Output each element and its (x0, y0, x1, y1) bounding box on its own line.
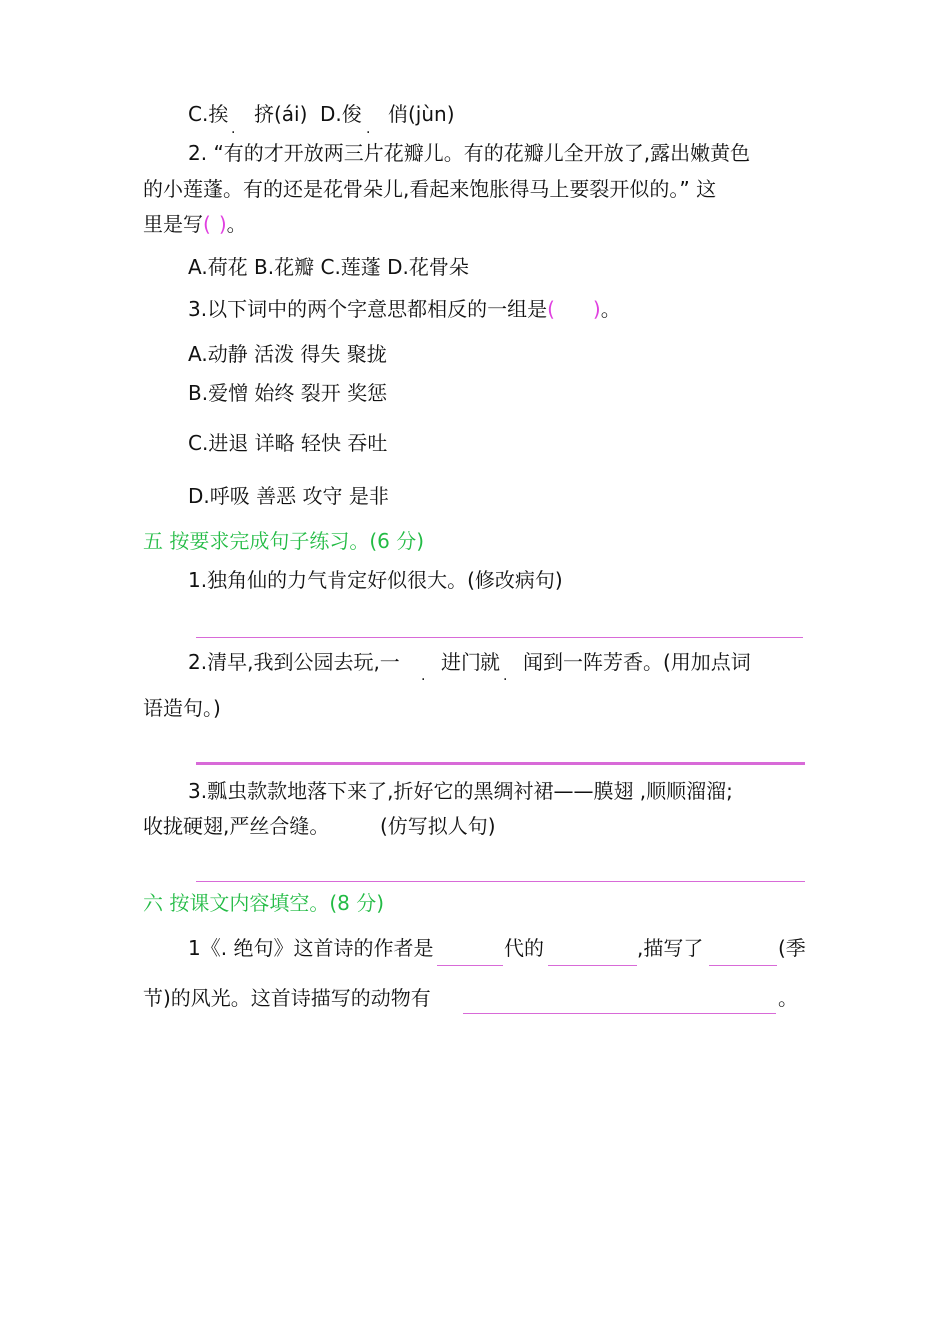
s5-q2-part3: 就 (480, 650, 500, 674)
s5-q2-part2: 进门 (441, 650, 481, 674)
answer-paren-open: ( (547, 297, 555, 321)
option-d-label: D.俊 (320, 102, 362, 126)
section5-heading: 五 按要求完成句子练习。(6 分) (143, 529, 425, 553)
s5-q2-part4: 闻到一阵芳香。(用加点词 (523, 650, 751, 674)
option-d-pinyin: 俏(jùn) (388, 102, 455, 126)
emphasis-dot: · (421, 672, 426, 688)
s5-q3-line1: 3.瓢虫款款地落下来了,折好它的黑绸衬裙——膜翅 ,顺顺溜溜; (188, 779, 733, 803)
q2-line3 (143, 210, 247, 238)
answer-line[interactable] (196, 881, 805, 882)
s5-q3-line2a: 收拢硬翅,严丝合缝。 (143, 814, 330, 838)
s6-q1-c: ,描写了 (637, 936, 704, 960)
q3-option-d: D.呼吸 善恶 攻守 是非 (188, 484, 389, 508)
s6-q1-b: 代的 (504, 936, 544, 960)
s5-q2-line2: 语造句。) (143, 696, 221, 720)
s6-q1-a: 1《. 绝句》这首诗的作者是 (188, 936, 434, 960)
q3-stem-text: 3.以下词中的两个字意思都相反的一组是 (188, 297, 548, 321)
s6-q1-end: 。 (778, 986, 798, 1010)
answer-paren-open: ( (203, 212, 211, 236)
answer-paren-close: ) (218, 212, 227, 236)
s6-q1-d: (季 (778, 936, 806, 960)
q3-option-b: B.爱憎 始终 裂开 奖惩 (188, 381, 388, 405)
s5-q1: 1.独角仙的力气肯定好似很大。(修改病句) (188, 568, 563, 592)
emphasis-dot: · (366, 125, 371, 141)
blank-season[interactable] (709, 965, 777, 966)
section6-heading: 六 按课文内容填空。(8 分) (143, 891, 385, 915)
q3-stem (188, 295, 621, 323)
option-c-pinyin: 挤(ái) (254, 102, 308, 126)
blank-dynasty[interactable] (548, 965, 637, 966)
s6-q1-line2: 节)的风光。这首诗描写的动物有 (143, 986, 431, 1010)
q2-line3-end: 。 (226, 212, 247, 236)
q2-options: A.荷花 B.花瓣 C.莲蓬 D.花骨朵 (188, 255, 469, 279)
answer-line[interactable] (196, 762, 805, 765)
q2-line3-text: 里是写 (143, 212, 203, 236)
q3-stem-end: 。 (600, 297, 621, 321)
q2-line1: 2. “有的才开放两三片花瓣儿。有的花瓣儿全开放了,露出嫩黄色 (188, 141, 751, 165)
q3-option-a: A.动静 活泼 得失 聚拢 (188, 342, 387, 366)
answer-line[interactable] (196, 637, 803, 638)
answer-paren-close: ) (592, 297, 601, 321)
q2-line2: 的小莲蓬。有的还是花骨朵儿,看起来饱胀得马上要裂开似的。” 这 (143, 177, 717, 201)
s5-q3-line2b: (仿写拟人句) (380, 814, 496, 838)
s5-q2-part1: 2.清早,我到公园去玩,一 (188, 650, 400, 674)
blank-author[interactable] (437, 965, 503, 966)
emphasis-dot: · (503, 672, 508, 688)
blank-animals[interactable] (463, 1013, 776, 1014)
q3-option-c: C.进退 详略 轻快 吞吐 (188, 431, 388, 455)
option-c-label: C.挨 (188, 102, 229, 126)
emphasis-dot: · (231, 125, 236, 141)
